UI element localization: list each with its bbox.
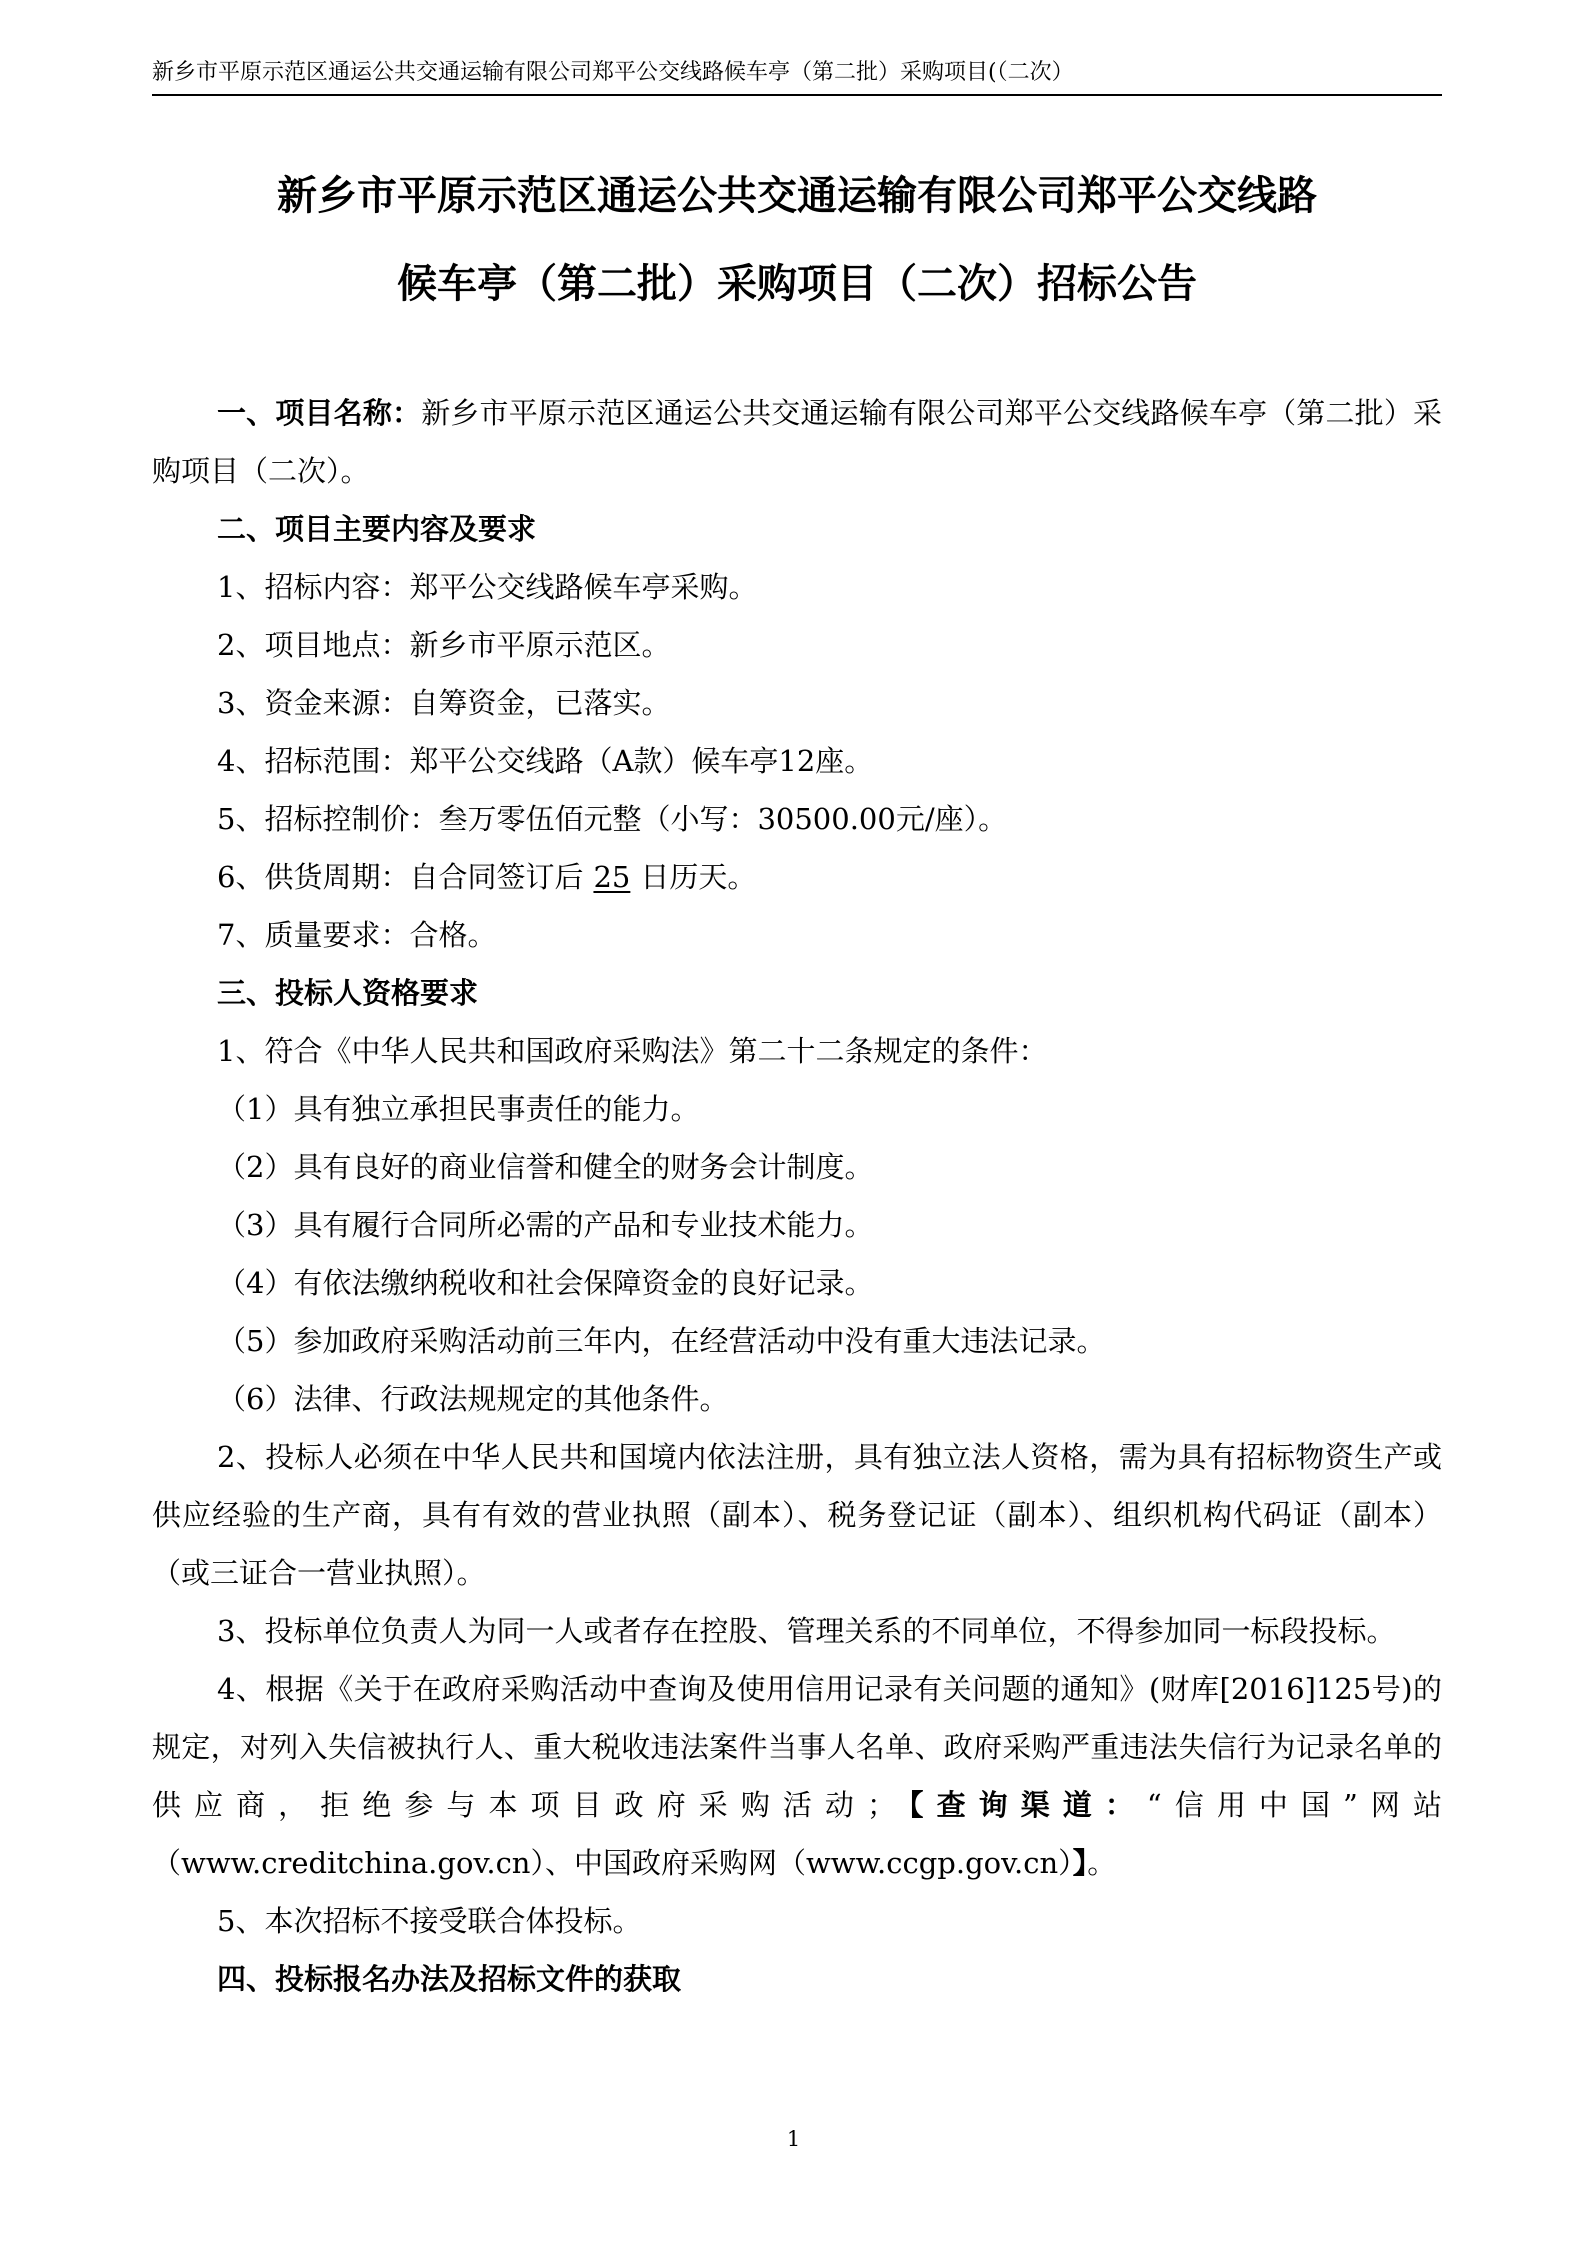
project-name-paragraph	[152, 384, 1442, 500]
qualification-condition: （3）具有履行合同所必需的产品和专业技术能力。	[217, 1208, 874, 1242]
qualification-condition: （5）参加政府采购活动前三年内，在经营活动中没有重大违法记录。	[217, 1324, 1106, 1358]
qualification-condition: （2）具有良好的商业信誉和健全的财务会计制度。	[217, 1150, 874, 1184]
running-header: 新乡市平原示范区通运公共交通运输有限公司郑平公交线路候车亭（第二批）采购项目(（二次）	[152, 60, 1074, 85]
requirement-item: 5、招标控制价：叁万零伍佰元整（小写：30500.00元/座）。	[217, 802, 1008, 836]
qualification-item: 1、符合《中华人民共和国政府采购法》第二十二条规定的条件：	[217, 1034, 1048, 1068]
requirement-item: 4、招标范围：郑平公交线路（A款）候车亭12座。	[217, 744, 874, 778]
delivery-days: 25	[593, 860, 631, 894]
section-heading-qualifications: 三、投标人资格要求	[217, 976, 479, 1010]
credit-query-body: “信用中国”网站（www.creditchina.gov.cn）、中国政府采购网（www.ccgp.gov.cn）	[152, 1788, 1442, 1880]
header-rule	[152, 94, 1442, 96]
qualification-item-credit	[152, 1660, 1442, 1892]
section-heading-registration: 四、投标报名办法及招标文件的获取	[217, 1962, 682, 1996]
credit-text: 4、根据《关于在政府采购活动中查询及使用信用记录有关问题的通知》(财库[2016]125号)的规定，对列入失信被执行人、重大税收违法案件当事人名单、政府采购严重违法失信行为记录名单的供应商，拒绝参与本项目政府采购活动；	[152, 1672, 1442, 1822]
page-number: 1	[786, 2127, 801, 2151]
document-body	[152, 384, 1442, 2008]
delivery-suffix: 日历天。	[640, 860, 757, 894]
section-heading-requirements: 二、项目主要内容及要求	[217, 512, 537, 546]
requirement-item: 3、资金来源：自筹资金，已落实。	[217, 686, 671, 720]
document-title-line-2: 候车亭（第二批）采购项目（二次）招标公告	[397, 261, 1197, 307]
qualification-condition: （6）法律、行政法规规定的其他条件。	[217, 1382, 729, 1416]
project-name-text: 新乡市平原示范区通运公共交通运输有限公司郑平公交线路候车亭（第二批）采购项目（二次）。	[152, 396, 1442, 488]
requirement-item: 2、项目地点：新乡市平原示范区。	[217, 628, 671, 662]
qualification-condition: （1）具有独立承担民事责任的能力。	[217, 1092, 700, 1126]
project-name-label: 一、项目名称：	[217, 396, 422, 430]
credit-end: 。	[1087, 1846, 1117, 1880]
document-title-line-1: 新乡市平原示范区通运公共交通运输有限公司郑平公交线路	[277, 173, 1317, 219]
delivery-prefix: 6、供货周期：自合同签订后	[217, 860, 584, 894]
requirement-item: 1、招标内容：郑平公交线路候车亭采购。	[217, 570, 758, 604]
qualification-item: 3、投标单位负责人为同一人或者存在控股、管理关系的不同单位，不得参加同一标段投标。	[217, 1614, 1396, 1648]
requirement-item: 7、质量要求：合格。	[217, 918, 497, 952]
qualification-item: 2、投标人必须在中华人民共和国境内依法注册，具有独立法人资格，需为具有招标物资生产或供应经验的生产商，具有有效的营业执照（副本）、税务登记证（副本）、组织机构代码证（副本）（或三证合一营业执照）。	[152, 1440, 1442, 1590]
requirement-item-delivery	[152, 848, 1442, 906]
credit-query-open: 【查询渠道：	[896, 1788, 1147, 1822]
qualification-item: 5、本次招标不接受联合体投标。	[217, 1904, 642, 1938]
credit-query-close: 】	[1072, 1846, 1088, 1880]
qualification-condition: （4）有依法缴纳税收和社会保障资金的良好记录。	[217, 1266, 874, 1300]
